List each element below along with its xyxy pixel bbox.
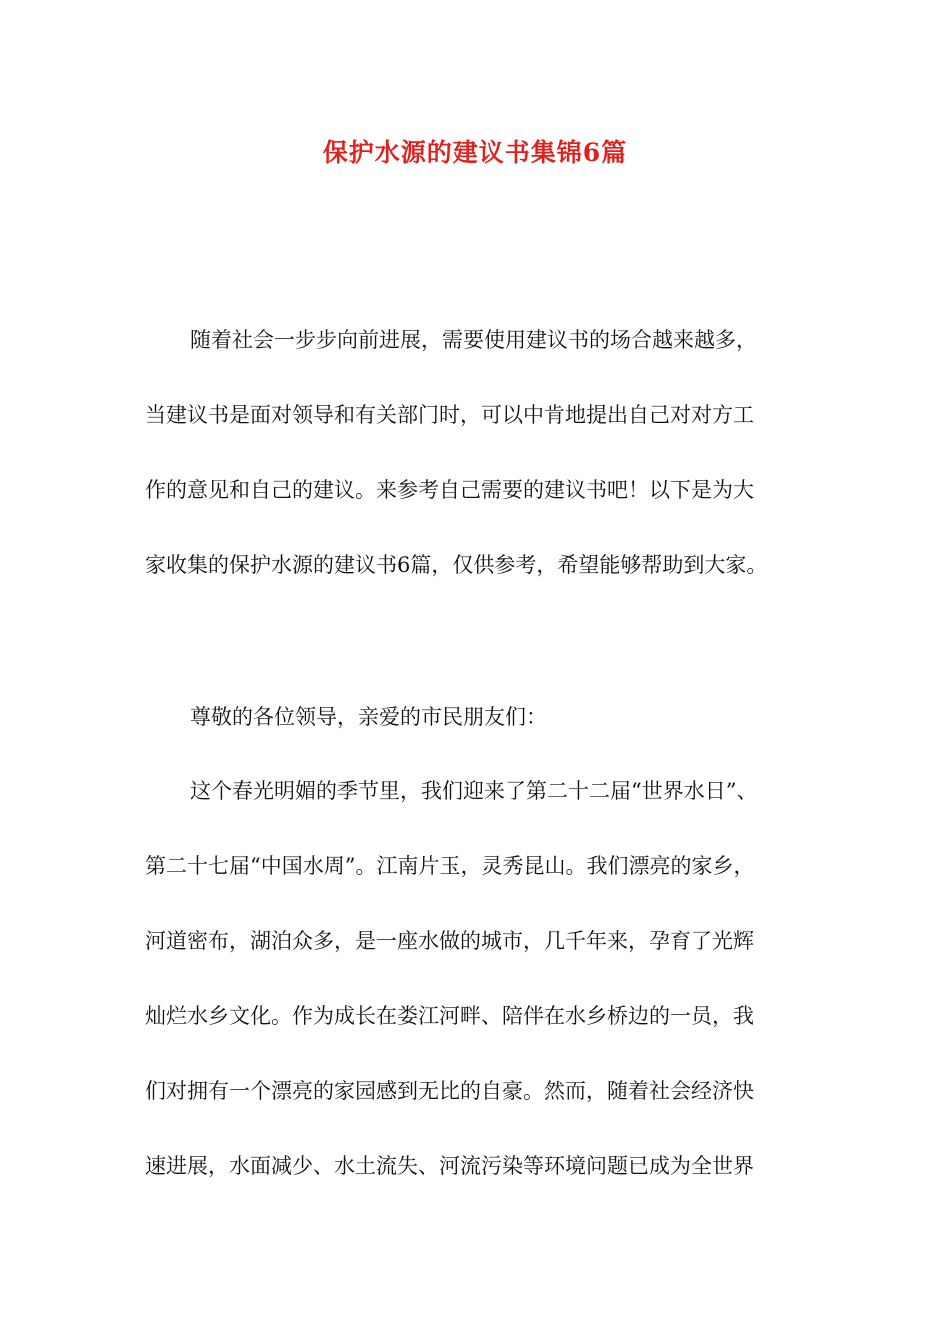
intro-line: 作的意见和自己的建议。来参考自己需要的建议书吧！以下是为大 (145, 478, 754, 502)
greeting-line: 尊敬的各位领导，亲爱的市民朋友们： (190, 705, 547, 729)
body-line: 第二十七届“中国水周”。江南片玉，灵秀昆山。我们漂亮的家乡， (145, 854, 755, 878)
body-paragraph (145, 754, 815, 1204)
intro-line: 当建议书是面对领导和有关部门时，可以中肯地提出自己对对方工 (145, 403, 754, 427)
intro-line: 家收集的保护水源的建议书6篇，仅供参考，希望能够帮助到大家。 (145, 553, 768, 577)
body-line: 河道密布，湖泊众多，是一座水做的城市，几千年来，孕育了光辉 (145, 929, 754, 953)
body-line: 速进展，水面减少、水土流失、河流污染等环境问题已成为全世界 (145, 1154, 754, 1178)
document-title: 保护水源的建议书集锦6篇 (322, 138, 628, 167)
body-line: 们对拥有一个漂亮的家园感到无比的自豪。然而，随着社会经济快 (145, 1079, 754, 1103)
body-line: 灿烂水乡文化。作为成长在娄江河畔、陪伴在水乡桥边的一员，我 (145, 1004, 754, 1028)
intro-line: 随着社会一步步向前进展，需要使用建议书的场合越来越多， (190, 328, 757, 352)
letter-greeting (145, 680, 815, 755)
body-line: 这个春光明媚的季节里，我们迎来了第二十二届“世界水日”、 (190, 779, 758, 803)
intro-paragraph (145, 303, 815, 603)
